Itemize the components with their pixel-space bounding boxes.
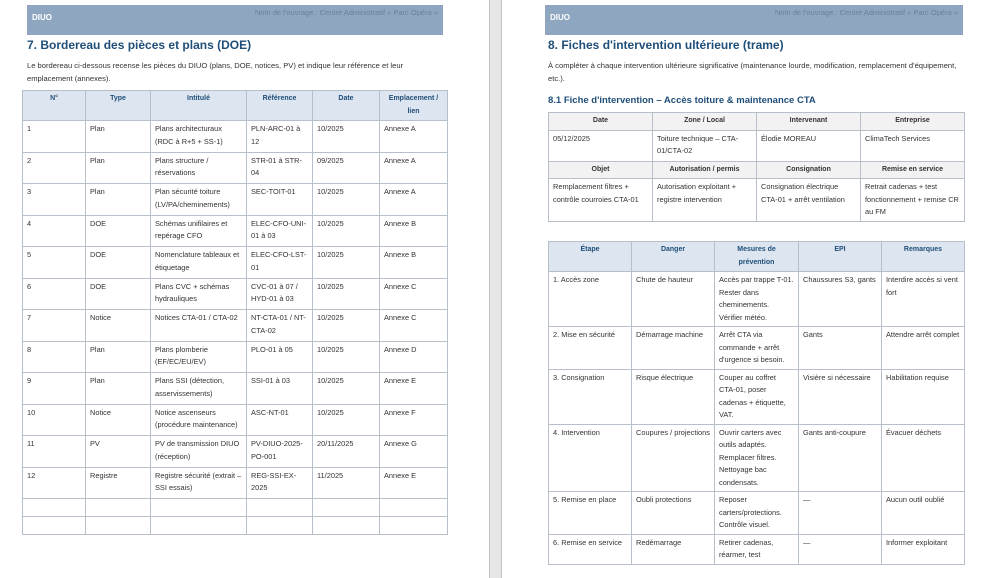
table-cell: ASC-NT-01 bbox=[247, 404, 313, 436]
fiche-header-zone: Zone / Local bbox=[653, 113, 757, 131]
table-cell: 20/11/2025 bbox=[313, 436, 380, 468]
empty-table-cell bbox=[151, 517, 247, 535]
column-header: Emplacement / lien bbox=[380, 91, 448, 121]
fiche-header-consignation: Consignation bbox=[757, 161, 861, 179]
table-cell: Plan sécurité toiture (LV/PA/cheminements) bbox=[151, 184, 247, 216]
table-cell: Annexe C bbox=[380, 278, 448, 310]
step-cell: Gants bbox=[799, 327, 882, 370]
fiche-value-zone: Toiture technique – CTA-01/CTA-02 bbox=[653, 130, 757, 161]
table-cell: Annexe E bbox=[380, 373, 448, 405]
step-row bbox=[549, 369, 965, 424]
section-intro-bordereau: Le bordereau ci-dessous recense les pièces du DIUO (plans, DOE, notices, PV) et indique leur référence et leur emplacement (annexes). bbox=[27, 61, 404, 83]
table-row bbox=[23, 184, 448, 216]
table-row bbox=[23, 121, 448, 153]
empty-table-cell bbox=[313, 499, 380, 517]
step-row bbox=[549, 534, 965, 564]
step-row bbox=[549, 424, 965, 492]
step-cell: 5. Remise en place bbox=[549, 492, 632, 535]
table-cell: 10/2025 bbox=[313, 278, 380, 310]
table-cell: Notice bbox=[86, 404, 151, 436]
step-row bbox=[549, 492, 965, 535]
empty-table-cell bbox=[86, 517, 151, 535]
table-cell: Registre bbox=[86, 467, 151, 499]
table-cell: Plans plomberie (EF/EC/EU/EV) bbox=[151, 341, 247, 373]
table-cell: Annexe A bbox=[380, 184, 448, 216]
step-cell: Attendre arrêt complet bbox=[882, 327, 965, 370]
fiche-header-row bbox=[549, 113, 965, 131]
table-cell: Plans CVC + schémas hydrauliques bbox=[151, 278, 247, 310]
step-cell: 6. Remise en service bbox=[549, 534, 632, 564]
table-cell: Plan bbox=[86, 341, 151, 373]
table-cell: 1 bbox=[23, 121, 86, 153]
column-header: Danger bbox=[632, 242, 715, 272]
document-page-right bbox=[502, 0, 991, 578]
step-cell: Couper au coffret CTA-01, poser cadenas + étiquette, VAT. bbox=[715, 369, 799, 424]
fiche-header-row bbox=[549, 161, 965, 179]
table-cell: Notice bbox=[86, 310, 151, 342]
table-cell: 10/2025 bbox=[313, 341, 380, 373]
table-cell: 10/2025 bbox=[313, 215, 380, 247]
fiche-value-entreprise: ClimaTech Services bbox=[861, 130, 965, 161]
step-cell: Gants anti-coupure bbox=[799, 424, 882, 492]
step-cell: Chaussures S3, gants bbox=[799, 272, 882, 327]
fiche-value-intervenant: Élodie MOREAU bbox=[757, 130, 861, 161]
step-cell: Oubli protections bbox=[632, 492, 715, 535]
table-row bbox=[23, 373, 448, 405]
table-cell: Annexe G bbox=[380, 436, 448, 468]
page-gap bbox=[489, 0, 502, 578]
table-cell: 6 bbox=[23, 278, 86, 310]
table-cell: DOE bbox=[86, 215, 151, 247]
header-project-name: Nom de l'ouvrage : Centre Administratif « Parc Opéra » bbox=[254, 8, 438, 17]
step-row bbox=[549, 272, 965, 327]
empty-table-cell bbox=[247, 499, 313, 517]
table-row bbox=[23, 152, 448, 184]
table-cell: 10/2025 bbox=[313, 373, 380, 405]
table-cell: Schémas unifilaires et repérage CFO bbox=[151, 215, 247, 247]
table-cell: DOE bbox=[86, 278, 151, 310]
fiche-value-autorisation: Autorisation exploitant + registre intervention bbox=[653, 179, 757, 222]
table-cell: SEC-TOIT-01 bbox=[247, 184, 313, 216]
fiche-header-autorisation: Autorisation / permis bbox=[653, 161, 757, 179]
empty-table-cell bbox=[380, 499, 448, 517]
fiche-header-date: Date bbox=[549, 113, 653, 131]
step-cell: Accès par trappe T-01. Rester dans cheminements. Vérifier météo. bbox=[715, 272, 799, 327]
table-cell: 3 bbox=[23, 184, 86, 216]
column-header: Type bbox=[86, 91, 151, 121]
empty-table-cell bbox=[247, 517, 313, 535]
table-cell: Notice ascenseurs (procédure maintenance) bbox=[151, 404, 247, 436]
table-cell: 9 bbox=[23, 373, 86, 405]
table-cell: Annexe A bbox=[380, 121, 448, 153]
step-cell: 1. Accès zone bbox=[549, 272, 632, 327]
fiche-header-intervenant: Intervenant bbox=[757, 113, 861, 131]
empty-table-cell bbox=[23, 517, 86, 535]
step-cell: Habilitation requise bbox=[882, 369, 965, 424]
table-cell: 10/2025 bbox=[313, 247, 380, 279]
table-cell: 09/2025 bbox=[313, 152, 380, 184]
empty-table-cell bbox=[23, 499, 86, 517]
fiche-header-objet: Objet bbox=[549, 161, 653, 179]
step-cell: — bbox=[799, 534, 882, 564]
step-cell: Arrêt CTA via commande + arrêt d'urgence si besoin. bbox=[715, 327, 799, 370]
fiche-intervention-table bbox=[548, 112, 965, 222]
table-cell: Annexe B bbox=[380, 215, 448, 247]
step-cell: Aucun outil oublié bbox=[882, 492, 965, 535]
table-row bbox=[23, 467, 448, 499]
table-cell: SSI-01 à 03 bbox=[247, 373, 313, 405]
table-cell: PLO-01 à 05 bbox=[247, 341, 313, 373]
fiche-value-objet: Remplacement filtres + contrôle courroies CTA-01 bbox=[549, 179, 653, 222]
step-cell: Ouvrir carters avec outils adaptés. Remplacer filtres. Nettoyage bac condensats. bbox=[715, 424, 799, 492]
table-cell: Plans architecturaux (RDC à R+5 + SS-1) bbox=[151, 121, 247, 153]
subsection-title-fiche: 8.1 Fiche d'intervention – Accès toiture & maintenance CTA bbox=[548, 95, 816, 106]
fiche-value-row bbox=[549, 130, 965, 161]
step-cell: Interdire accès si vent fort bbox=[882, 272, 965, 327]
step-cell: 2. Mise en sécurité bbox=[549, 327, 632, 370]
table-cell: 5 bbox=[23, 247, 86, 279]
step-cell: 3. Consignation bbox=[549, 369, 632, 424]
table-cell: Annexe E bbox=[380, 467, 448, 499]
table-cell: PV-DIUO-2025-PO-001 bbox=[247, 436, 313, 468]
table-cell: Annexe B bbox=[380, 247, 448, 279]
table-row bbox=[23, 215, 448, 247]
fiche-value-remise-service: Retrait cadenas + test fonctionnement + remise CR au FM bbox=[861, 179, 965, 222]
table-cell: NT-CTA-01 / NT-CTA-02 bbox=[247, 310, 313, 342]
column-header: Étape bbox=[549, 242, 632, 272]
table-cell: PLN-ARC-01 à 12 bbox=[247, 121, 313, 153]
table-cell: Annexe F bbox=[380, 404, 448, 436]
header-project-name: Nom de l'ouvrage : Centre Administratif « Parc Opéra » bbox=[774, 8, 958, 17]
table-cell: PV de transmission DIUO (réception) bbox=[151, 436, 247, 468]
header-doc-code: DIUO bbox=[550, 13, 570, 22]
table-cell: Plan bbox=[86, 184, 151, 216]
empty-table-cell bbox=[380, 517, 448, 535]
table-cell: 4 bbox=[23, 215, 86, 247]
table-cell: 2 bbox=[23, 152, 86, 184]
table-cell: Plan bbox=[86, 121, 151, 153]
table-cell: CVC-01 à 07 / HYD-01 à 03 bbox=[247, 278, 313, 310]
column-header: Intitulé bbox=[151, 91, 247, 121]
table-cell: Notices CTA-01 / CTA-02 bbox=[151, 310, 247, 342]
column-header: Remarques bbox=[882, 242, 965, 272]
fiche-value-date: 05/12/2025 bbox=[549, 130, 653, 161]
document-page-left bbox=[0, 0, 489, 578]
step-cell: Redémarrage bbox=[632, 534, 715, 564]
table-cell: 10/2025 bbox=[313, 121, 380, 153]
step-row bbox=[549, 327, 965, 370]
fiche-header-remise-service: Remise en service bbox=[861, 161, 965, 179]
step-cell: Démarrage machine bbox=[632, 327, 715, 370]
table-row bbox=[23, 278, 448, 310]
page-header bbox=[545, 5, 963, 35]
table-cell: 8 bbox=[23, 341, 86, 373]
table-cell: 12 bbox=[23, 467, 86, 499]
fiche-value-consignation: Consignation électrique CTA-01 + arrêt ventilation bbox=[757, 179, 861, 222]
fiche-value-row bbox=[549, 179, 965, 222]
table-cell: Annexe C bbox=[380, 310, 448, 342]
step-cell: Retirer cadenas, réarmer, test bbox=[715, 534, 799, 564]
column-header: Date bbox=[313, 91, 380, 121]
empty-table-row bbox=[23, 499, 448, 517]
column-header: N° bbox=[23, 91, 86, 121]
page-header bbox=[27, 5, 443, 35]
table-cell: 7 bbox=[23, 310, 86, 342]
step-cell: Reposer carters/protections. Contrôle visuel. bbox=[715, 492, 799, 535]
step-cell: Risque électrique bbox=[632, 369, 715, 424]
table-cell: Annexe A bbox=[380, 152, 448, 184]
table-cell: 10 bbox=[23, 404, 86, 436]
doe-table bbox=[22, 90, 448, 535]
step-cell: Coupures / projections bbox=[632, 424, 715, 492]
table-cell: Plan bbox=[86, 373, 151, 405]
table-cell: 11 bbox=[23, 436, 86, 468]
section-intro-fiches: À compléter à chaque intervention ultérieure significative (maintenance lourde, modification, remplacement d'équipement, etc.). bbox=[548, 61, 957, 83]
table-cell: Annexe D bbox=[380, 341, 448, 373]
section-title-fiches: 8. Fiches d'intervention ultérieure (trame) bbox=[548, 38, 784, 52]
step-cell: Informer exploitant bbox=[882, 534, 965, 564]
column-header: EPI bbox=[799, 242, 882, 272]
table-cell: Nomenclature tableaux et étiquetage bbox=[151, 247, 247, 279]
table-cell: 10/2025 bbox=[313, 404, 380, 436]
table-header-row bbox=[23, 91, 448, 121]
table-cell: ELEC-CFO-UNI-01 à 03 bbox=[247, 215, 313, 247]
table-cell: DOE bbox=[86, 247, 151, 279]
table-header-row bbox=[549, 242, 965, 272]
table-cell: Plans structure / réservations bbox=[151, 152, 247, 184]
table-cell: 10/2025 bbox=[313, 184, 380, 216]
table-row bbox=[23, 247, 448, 279]
table-cell: Registre sécurité (extrait – SSI essais) bbox=[151, 467, 247, 499]
steps-table bbox=[548, 241, 965, 565]
table-row bbox=[23, 436, 448, 468]
section-title-bordereau: 7. Bordereau des pièces et plans (DOE) bbox=[27, 38, 252, 52]
table-cell: 11/2025 bbox=[313, 467, 380, 499]
step-cell: 4. Intervention bbox=[549, 424, 632, 492]
step-cell: Évacuer déchets bbox=[882, 424, 965, 492]
table-cell: REG-SSI-EX-2025 bbox=[247, 467, 313, 499]
table-cell: PV bbox=[86, 436, 151, 468]
empty-table-cell bbox=[313, 517, 380, 535]
empty-table-cell bbox=[86, 499, 151, 517]
header-doc-code: DIUO bbox=[32, 13, 52, 22]
empty-table-row bbox=[23, 517, 448, 535]
column-header: Mesures de prévention bbox=[715, 242, 799, 272]
step-cell: Chute de hauteur bbox=[632, 272, 715, 327]
table-cell: STR-01 à STR-04 bbox=[247, 152, 313, 184]
table-cell: Plan bbox=[86, 152, 151, 184]
table-cell: ELEC-CFO-LST-01 bbox=[247, 247, 313, 279]
step-cell: Visière si nécessaire bbox=[799, 369, 882, 424]
table-row bbox=[23, 404, 448, 436]
step-cell: — bbox=[799, 492, 882, 535]
table-row bbox=[23, 310, 448, 342]
table-cell: Plans SSI (détection, asservissements) bbox=[151, 373, 247, 405]
table-row bbox=[23, 341, 448, 373]
table-cell: 10/2025 bbox=[313, 310, 380, 342]
column-header: Référence bbox=[247, 91, 313, 121]
fiche-header-entreprise: Entreprise bbox=[861, 113, 965, 131]
empty-table-cell bbox=[151, 499, 247, 517]
